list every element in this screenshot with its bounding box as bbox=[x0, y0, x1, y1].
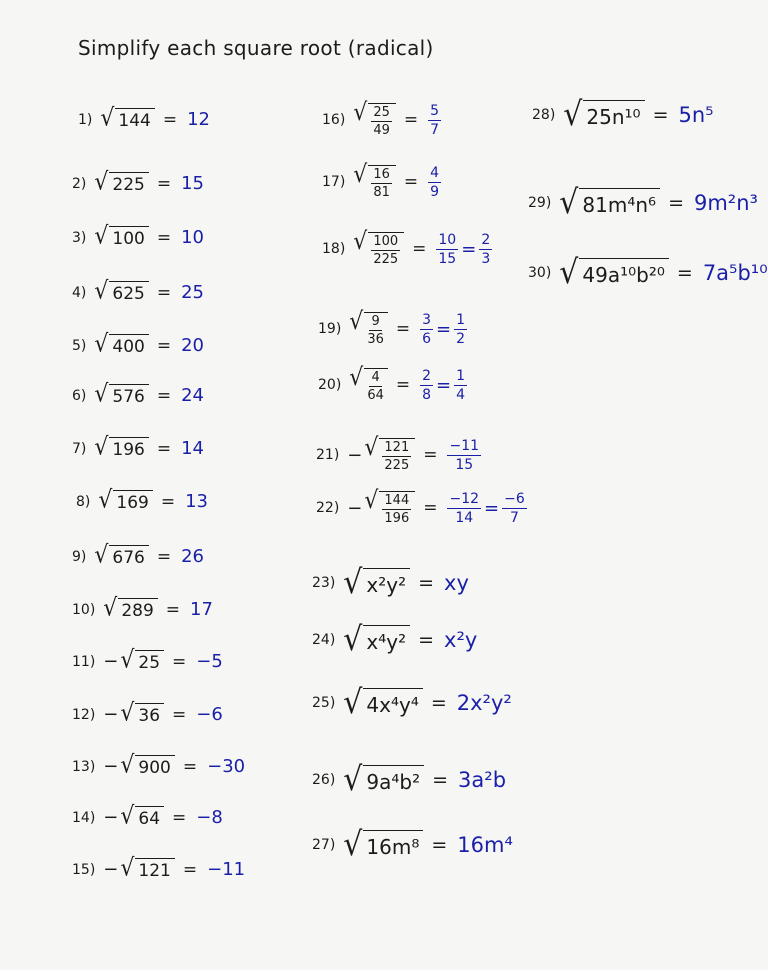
answer: −30 bbox=[207, 756, 246, 777]
problem-item bbox=[72, 802, 223, 831]
problem-item bbox=[72, 222, 205, 251]
radical-sign: √ bbox=[94, 330, 109, 359]
equals-sign: = bbox=[156, 227, 172, 248]
radical bbox=[343, 760, 424, 799]
radical-sign: √ bbox=[353, 161, 368, 189]
problem-number: 22) bbox=[316, 500, 340, 516]
radicand-fraction bbox=[367, 371, 384, 402]
problem-number: 12) bbox=[72, 706, 96, 723]
radical-sign: √ bbox=[343, 683, 363, 722]
problem-number: 2) bbox=[72, 175, 87, 192]
radical bbox=[94, 541, 148, 570]
problem-item bbox=[72, 699, 223, 728]
negative-sign: − bbox=[103, 651, 119, 672]
problem-item bbox=[72, 380, 205, 409]
problem-item bbox=[72, 168, 205, 197]
radical-sign: √ bbox=[353, 228, 368, 256]
problem-item bbox=[78, 104, 211, 133]
radicand-value: 121 bbox=[138, 861, 171, 881]
problem-item bbox=[72, 646, 223, 675]
equals-sign: = bbox=[160, 491, 176, 512]
problem-number: 28) bbox=[532, 107, 556, 123]
answer: −6 bbox=[196, 704, 223, 725]
radicand-value: 81m⁴n⁶ bbox=[582, 192, 657, 217]
answer: −11 bbox=[207, 859, 246, 880]
radical bbox=[103, 594, 157, 623]
problem-number: 1) bbox=[78, 111, 93, 128]
radicand bbox=[363, 688, 422, 718]
problem-number: 18) bbox=[322, 241, 346, 257]
radicand-numerator: 121 bbox=[384, 440, 410, 455]
radical-sign: √ bbox=[343, 825, 363, 864]
radical bbox=[343, 683, 423, 722]
problem-number: 17) bbox=[322, 174, 346, 190]
radical-sign: √ bbox=[120, 802, 135, 831]
answer-fraction bbox=[428, 166, 441, 199]
problem-number: 26) bbox=[312, 772, 336, 788]
answer-fraction-numerator: 4 bbox=[430, 164, 440, 181]
equals-sign: = bbox=[423, 498, 438, 518]
equals-sign: = bbox=[172, 651, 187, 672]
problem-number: 15) bbox=[72, 861, 96, 878]
answer-fraction-numerator: 1 bbox=[456, 311, 466, 328]
equals-sign: = bbox=[156, 282, 172, 303]
radicand-numerator: 4 bbox=[371, 370, 380, 385]
answer-fraction-denominator: 9 bbox=[430, 183, 440, 200]
radical bbox=[563, 95, 644, 134]
equals-sign: = bbox=[431, 834, 448, 856]
answer bbox=[428, 166, 441, 199]
radicand bbox=[368, 165, 396, 199]
radical-sign: √ bbox=[120, 646, 135, 675]
problem-number: 25) bbox=[312, 695, 336, 711]
answer bbox=[447, 492, 526, 525]
radicand-value: 4x⁴y⁴ bbox=[366, 692, 419, 717]
radicand bbox=[109, 437, 148, 460]
radicand bbox=[135, 703, 164, 726]
radical bbox=[353, 99, 396, 138]
equals-sign: = bbox=[172, 704, 187, 725]
radical bbox=[353, 228, 404, 267]
radicand-value: x⁴y² bbox=[366, 629, 407, 654]
problem-item bbox=[72, 854, 246, 883]
answer: 16m⁴ bbox=[457, 833, 513, 857]
answer: 24 bbox=[181, 385, 205, 406]
answer-fraction bbox=[428, 104, 441, 137]
problem-number: 5) bbox=[72, 337, 87, 354]
problem-item bbox=[528, 183, 758, 222]
radicand-value: 9a⁴b² bbox=[366, 769, 421, 794]
answer-fraction-denominator: 7 bbox=[509, 509, 519, 526]
problem-item bbox=[76, 486, 209, 515]
answer-fraction bbox=[447, 492, 481, 525]
radicand-fraction bbox=[371, 235, 400, 266]
radicand bbox=[109, 281, 148, 304]
answer bbox=[447, 439, 481, 472]
radical bbox=[559, 183, 660, 222]
radicand bbox=[368, 232, 404, 266]
radical-sign: √ bbox=[94, 168, 109, 197]
radicand-denominator: 36 bbox=[367, 332, 384, 347]
problem-item bbox=[318, 364, 467, 403]
problem-number: 29) bbox=[528, 195, 552, 211]
problem-number: 16) bbox=[322, 112, 346, 128]
radical bbox=[349, 308, 388, 347]
answer-fraction-numerator: 2 bbox=[422, 367, 432, 384]
problem-number: 13) bbox=[72, 758, 96, 775]
problem-item bbox=[312, 683, 512, 722]
problem-item bbox=[322, 228, 492, 267]
problem-item bbox=[72, 541, 205, 570]
answer-fraction bbox=[479, 233, 492, 266]
radicand-value: 16m⁸ bbox=[366, 834, 420, 859]
problem-number: 9) bbox=[72, 548, 87, 565]
radical-sign: √ bbox=[559, 183, 579, 222]
answer: 5n⁵ bbox=[678, 103, 714, 127]
radical bbox=[100, 104, 154, 133]
radicand-denominator: 225 bbox=[373, 252, 399, 267]
equals-sign: = bbox=[418, 572, 435, 594]
problem-item bbox=[316, 487, 527, 526]
answer-fraction-numerator: −12 bbox=[449, 490, 480, 507]
answer-fraction-denominator: 15 bbox=[455, 456, 474, 473]
radicand bbox=[368, 103, 396, 137]
radicand bbox=[579, 258, 668, 288]
answer-fraction bbox=[420, 369, 433, 402]
radicand bbox=[363, 830, 423, 860]
answer-fraction-numerator: −11 bbox=[449, 437, 480, 454]
problem-number: 27) bbox=[312, 837, 336, 853]
problem-item bbox=[322, 161, 441, 200]
problem-number: 7) bbox=[72, 440, 87, 457]
problem-item bbox=[72, 277, 205, 306]
equals-sign: = bbox=[403, 172, 419, 192]
radical bbox=[94, 433, 148, 462]
radical-sign: √ bbox=[120, 699, 135, 728]
radical-sign: √ bbox=[349, 364, 364, 392]
equals-sign: = bbox=[436, 318, 452, 340]
radical-sign: √ bbox=[563, 95, 583, 134]
radicand bbox=[363, 625, 410, 655]
answer: 9m²n³ bbox=[693, 191, 758, 215]
negative-sign: − bbox=[103, 756, 119, 777]
answer: 25 bbox=[181, 282, 205, 303]
radical-sign: √ bbox=[343, 563, 363, 602]
problem-item bbox=[312, 825, 513, 864]
radicand-value: x²y² bbox=[366, 572, 407, 597]
radicand-numerator: 100 bbox=[373, 234, 399, 249]
answer-fraction-numerator: 1 bbox=[456, 367, 466, 384]
radical-sign: √ bbox=[94, 541, 109, 570]
problem-item bbox=[72, 751, 246, 780]
answer-fraction-denominator: 8 bbox=[422, 386, 432, 403]
problem-item bbox=[72, 594, 213, 623]
answer: 7a⁵b¹⁰ bbox=[702, 261, 768, 285]
equals-sign: = bbox=[668, 192, 684, 214]
equals-sign: = bbox=[162, 109, 178, 130]
answer: −8 bbox=[196, 807, 223, 828]
radicand-value: 400 bbox=[112, 337, 145, 357]
worksheet-title: Simplify each square root (radical) bbox=[78, 36, 434, 60]
equals-sign: = bbox=[165, 599, 181, 620]
equals-sign: = bbox=[403, 110, 419, 130]
equals-sign: = bbox=[156, 438, 172, 459]
answer: xy bbox=[444, 571, 469, 595]
problem-number: 11) bbox=[72, 653, 96, 670]
answer-fraction bbox=[420, 313, 433, 346]
equals-sign: = bbox=[432, 769, 449, 791]
radical bbox=[94, 380, 148, 409]
problem-item bbox=[528, 253, 768, 292]
radical bbox=[120, 854, 174, 883]
answer-fraction bbox=[454, 369, 467, 402]
negative-sign: − bbox=[103, 807, 119, 828]
radicand-value: 225 bbox=[112, 175, 145, 195]
problem-number: 30) bbox=[528, 265, 552, 281]
radicand bbox=[363, 765, 424, 795]
radicand-value: 576 bbox=[112, 387, 145, 407]
radicand-value: 169 bbox=[116, 493, 149, 513]
radicand-value: 64 bbox=[138, 809, 161, 829]
radicand-fraction bbox=[382, 441, 411, 472]
radicand bbox=[109, 384, 148, 407]
radical-sign: √ bbox=[353, 99, 368, 127]
problem-number: 23) bbox=[312, 575, 336, 591]
problem-number: 8) bbox=[76, 493, 91, 510]
problem-item bbox=[312, 620, 478, 659]
radicand-value: 25n¹⁰ bbox=[586, 104, 641, 129]
radical bbox=[353, 161, 396, 200]
answer: 26 bbox=[181, 546, 205, 567]
answer-fraction bbox=[502, 492, 527, 525]
radicand bbox=[135, 755, 174, 778]
answer bbox=[428, 104, 441, 137]
radicand-value: 289 bbox=[121, 601, 154, 621]
radical-sign: √ bbox=[120, 751, 135, 780]
radicand bbox=[109, 545, 148, 568]
answer-fraction-denominator: 6 bbox=[422, 330, 432, 347]
negative-sign: − bbox=[103, 859, 119, 880]
radical bbox=[364, 487, 415, 526]
radicand-value: 625 bbox=[112, 284, 145, 304]
answer-fraction-numerator: 2 bbox=[481, 231, 491, 248]
answer-fraction-denominator: 15 bbox=[438, 250, 457, 267]
radicand-fraction bbox=[367, 315, 384, 346]
answer: 20 bbox=[181, 335, 205, 356]
radical bbox=[94, 277, 148, 306]
radical-sign: √ bbox=[343, 620, 363, 659]
radicand-value: 900 bbox=[138, 758, 171, 778]
radical-sign: √ bbox=[559, 253, 579, 292]
problem-item bbox=[72, 433, 205, 462]
problem-number: 14) bbox=[72, 809, 96, 826]
answer-fraction-numerator: −6 bbox=[504, 490, 525, 507]
radical bbox=[343, 825, 423, 864]
answer: −5 bbox=[196, 651, 223, 672]
answer-fraction-numerator: 10 bbox=[438, 231, 457, 248]
radicand bbox=[364, 368, 388, 402]
equals-sign: = bbox=[436, 374, 452, 396]
radical-sign: √ bbox=[364, 434, 379, 462]
radical-sign: √ bbox=[120, 854, 135, 883]
radicand-fraction bbox=[371, 168, 392, 199]
equals-sign: = bbox=[156, 546, 172, 567]
problem-item bbox=[532, 95, 714, 134]
equals-sign: = bbox=[423, 445, 438, 465]
radicand bbox=[115, 108, 154, 131]
radical bbox=[120, 699, 164, 728]
problem-number: 3) bbox=[72, 229, 87, 246]
equals-sign: = bbox=[172, 807, 187, 828]
answer-fraction bbox=[447, 439, 481, 472]
radical-sign: √ bbox=[94, 277, 109, 306]
radical bbox=[98, 486, 152, 515]
radicand-denominator: 49 bbox=[373, 123, 390, 138]
answer-fraction bbox=[454, 313, 467, 346]
radicand bbox=[579, 188, 660, 218]
radicand bbox=[135, 650, 164, 673]
answer: 2x²y² bbox=[456, 691, 512, 715]
problem-number: 19) bbox=[318, 321, 342, 337]
problem-number: 4) bbox=[72, 284, 87, 301]
radicand-denominator: 81 bbox=[373, 185, 390, 200]
problem-number: 10) bbox=[72, 601, 96, 618]
radical-sign: √ bbox=[364, 487, 379, 515]
radical-sign: √ bbox=[94, 222, 109, 251]
equals-sign: = bbox=[395, 319, 411, 339]
equals-sign: = bbox=[461, 238, 477, 260]
answer-fraction-denominator: 14 bbox=[455, 509, 474, 526]
equals-sign: = bbox=[430, 692, 447, 714]
radical bbox=[364, 434, 415, 473]
problem-number: 6) bbox=[72, 387, 87, 404]
answer-fraction-numerator: 5 bbox=[430, 102, 440, 119]
radical bbox=[349, 364, 388, 403]
negative-sign: − bbox=[103, 704, 119, 725]
answer: 17 bbox=[190, 599, 213, 620]
negative-sign: − bbox=[347, 497, 363, 519]
answer-fraction-denominator: 3 bbox=[481, 250, 491, 267]
problem-number: 24) bbox=[312, 632, 336, 648]
radical bbox=[94, 222, 148, 251]
answer-fraction-denominator: 4 bbox=[456, 386, 466, 403]
radicand bbox=[379, 438, 415, 472]
radical bbox=[120, 751, 174, 780]
radicand-value: 25 bbox=[138, 653, 161, 673]
radical bbox=[94, 330, 148, 359]
radicand-numerator: 144 bbox=[384, 493, 410, 508]
answer: 3a²b bbox=[458, 768, 507, 792]
equals-sign: = bbox=[156, 335, 172, 356]
problem-number: 21) bbox=[316, 447, 340, 463]
radical-sign: √ bbox=[343, 760, 363, 799]
radicand-denominator: 196 bbox=[384, 511, 410, 526]
radicand-value: 49a¹⁰b²⁰ bbox=[582, 262, 665, 287]
answer bbox=[420, 369, 467, 402]
answer: 15 bbox=[181, 173, 205, 194]
problem-item bbox=[318, 308, 467, 347]
radical-sign: √ bbox=[94, 380, 109, 409]
equals-sign: = bbox=[156, 173, 172, 194]
radical-sign: √ bbox=[103, 594, 118, 623]
answer: x²y bbox=[444, 628, 478, 652]
radical bbox=[343, 620, 410, 659]
equals-sign: = bbox=[156, 385, 172, 406]
radicand bbox=[109, 226, 148, 249]
radical-sign: √ bbox=[94, 433, 109, 462]
radicand-fraction bbox=[382, 494, 411, 525]
problem-item bbox=[312, 563, 469, 602]
radicand-value: 100 bbox=[112, 229, 145, 249]
radical-sign: √ bbox=[100, 104, 115, 133]
radicand bbox=[118, 598, 157, 621]
answer-fraction-denominator: 2 bbox=[456, 330, 466, 347]
radical-sign: √ bbox=[98, 486, 113, 515]
radicand bbox=[135, 806, 164, 829]
problem-item bbox=[72, 330, 205, 359]
radicand bbox=[135, 858, 174, 881]
problem-item bbox=[312, 760, 507, 799]
radicand-numerator: 16 bbox=[373, 167, 390, 182]
equals-sign: = bbox=[395, 375, 411, 395]
equals-sign: = bbox=[676, 262, 693, 284]
answer: 10 bbox=[181, 227, 205, 248]
radicand-numerator: 25 bbox=[373, 105, 390, 120]
radicand bbox=[109, 172, 148, 195]
equals-sign: = bbox=[182, 859, 198, 880]
radical bbox=[120, 802, 164, 831]
radicand bbox=[583, 100, 644, 130]
radicand-fraction bbox=[371, 106, 392, 137]
radicand-value: 196 bbox=[112, 440, 145, 460]
radicand-denominator: 225 bbox=[384, 458, 410, 473]
answer-fraction bbox=[436, 233, 458, 266]
equals-sign: = bbox=[412, 239, 427, 259]
radicand bbox=[113, 490, 152, 513]
equals-sign: = bbox=[418, 629, 435, 651]
radicand-value: 36 bbox=[138, 706, 161, 726]
answer bbox=[420, 313, 467, 346]
radicand-denominator: 64 bbox=[367, 388, 384, 403]
negative-sign: − bbox=[347, 444, 363, 466]
problem-item bbox=[322, 99, 441, 138]
radicand-value: 144 bbox=[118, 111, 151, 131]
radicand bbox=[379, 491, 415, 525]
answer: 14 bbox=[181, 438, 205, 459]
radical bbox=[120, 646, 164, 675]
radicand-value: 676 bbox=[112, 548, 145, 568]
radicand bbox=[109, 334, 148, 357]
radical-sign: √ bbox=[349, 308, 364, 336]
equals-sign: = bbox=[652, 104, 669, 126]
problem-number: 20) bbox=[318, 377, 342, 393]
radical bbox=[94, 168, 148, 197]
answer-fraction-denominator: 7 bbox=[430, 121, 440, 138]
answer bbox=[436, 233, 492, 266]
radical bbox=[559, 253, 669, 292]
answer: 12 bbox=[187, 109, 211, 130]
radicand bbox=[363, 568, 410, 598]
answer-fraction-numerator: 3 bbox=[422, 311, 432, 328]
problem-item bbox=[316, 434, 481, 473]
answer: 13 bbox=[185, 491, 209, 512]
radical bbox=[343, 563, 410, 602]
equals-sign: = bbox=[182, 756, 198, 777]
radicand-numerator: 9 bbox=[371, 314, 380, 329]
radicand bbox=[364, 312, 388, 346]
equals-sign: = bbox=[484, 497, 500, 519]
